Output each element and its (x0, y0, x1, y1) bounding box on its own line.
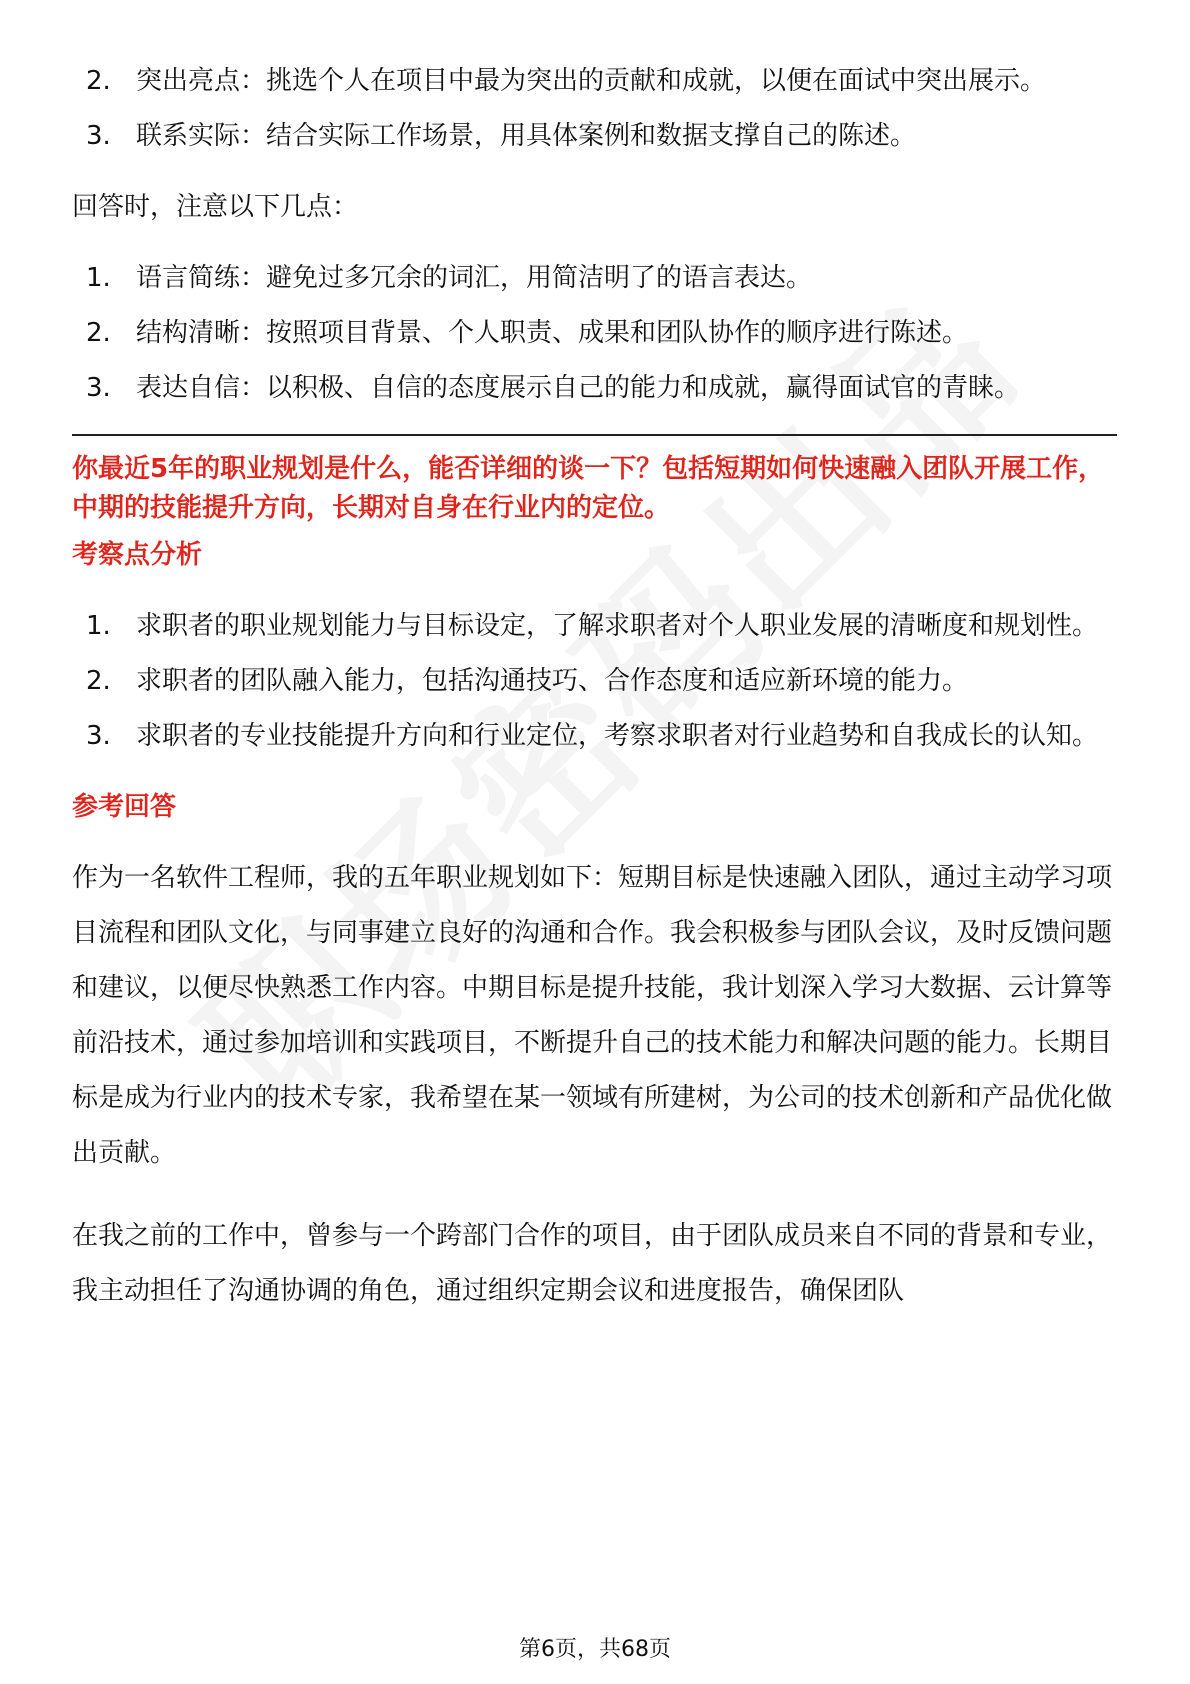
list-number: 1. (86, 611, 111, 641)
list-number: 3. (86, 721, 111, 751)
notes-list (72, 251, 1117, 416)
list-number: 1. (86, 263, 111, 293)
tips-list-continued (72, 54, 1117, 164)
list-number: 3. (86, 373, 111, 403)
list-text: 联系实际：结合实际工作场景，用具体案例和数据支撑自己的陈述。 (136, 121, 917, 151)
list-item (72, 599, 1117, 654)
list-text: 求职者的专业技能提升方向和行业定位，考察求职者对行业趋势和自我成长的认知。 (136, 721, 1099, 751)
notes-intro: 回答时，注意以下几点： (72, 192, 359, 222)
list-item (72, 306, 1117, 361)
list-number: 3. (86, 121, 111, 151)
page-content (72, 54, 1117, 1319)
list-number: 2. (86, 66, 111, 96)
list-number: 2. (86, 318, 111, 348)
list-item (72, 109, 1117, 164)
answer-heading: 参考回答 (72, 792, 177, 822)
list-text: 求职者的团队融入能力，包括沟通技巧、合作态度和适应新环境的能力。 (136, 666, 969, 696)
section-divider (72, 434, 1117, 436)
list-text: 结构清晰：按照项目背景、个人职责、成果和团队协作的顺序进行陈述。 (136, 318, 969, 348)
list-text: 语言简练：避免过多冗余的词汇，用简洁明了的语言表达。 (136, 263, 813, 293)
list-text: 表达自信：以积极、自信的态度展示自己的能力和成就，赢得面试官的青睐。 (136, 373, 1021, 403)
list-number: 2. (86, 666, 111, 696)
list-item (72, 251, 1117, 306)
list-item (72, 54, 1117, 109)
list-item (72, 654, 1117, 709)
page-footer: 第6页，共68页 (519, 1637, 671, 1662)
list-item (72, 361, 1117, 416)
list-text: 突出亮点：挑选个人在项目中最为突出的贡献和成就，以便在面试中突出展示。 (136, 66, 1047, 96)
interview-question: 你最近5年的职业规划是什么，能否详细的谈一下？包括短期如何快速融入团队开展工作，中期的技能提升方向，长期对自身在行业内的定位。 (72, 454, 1105, 523)
analysis-list (72, 599, 1117, 764)
list-item (72, 709, 1117, 764)
answer-paragraph: 作为一名软件工程师，我的五年职业规划如下：短期目标是快速融入团队，通过主动学习项目流程和团队文化，与同事建立良好的沟通和合作。我会积极参与团队会议，及时反馈问题和建议，以便尽快熟悉工作内容。中期目标是提升技能，我计划深入学习大数据、云计算等前沿技术，通过参加培训和实践项目，不断提升自己的技术能力和解决问题的能力。长期目标是成为行业内的技术专家，我希望在某一领域有所建树，为公司的技术创新和产品优化做出贡献。 (72, 863, 1113, 1168)
analysis-heading: 考察点分析 (72, 540, 203, 570)
list-text: 求职者的职业规划能力与目标设定，了解求职者对个人职业发展的清晰度和规划性。 (136, 611, 1099, 641)
answer-paragraph: 在我之前的工作中，曾参与一个跨部门合作的项目，由于团队成员来自不同的背景和专业，我主动担任了沟通协调的角色，通过组织定期会议和进度报告，确保团队 (72, 1221, 1113, 1306)
